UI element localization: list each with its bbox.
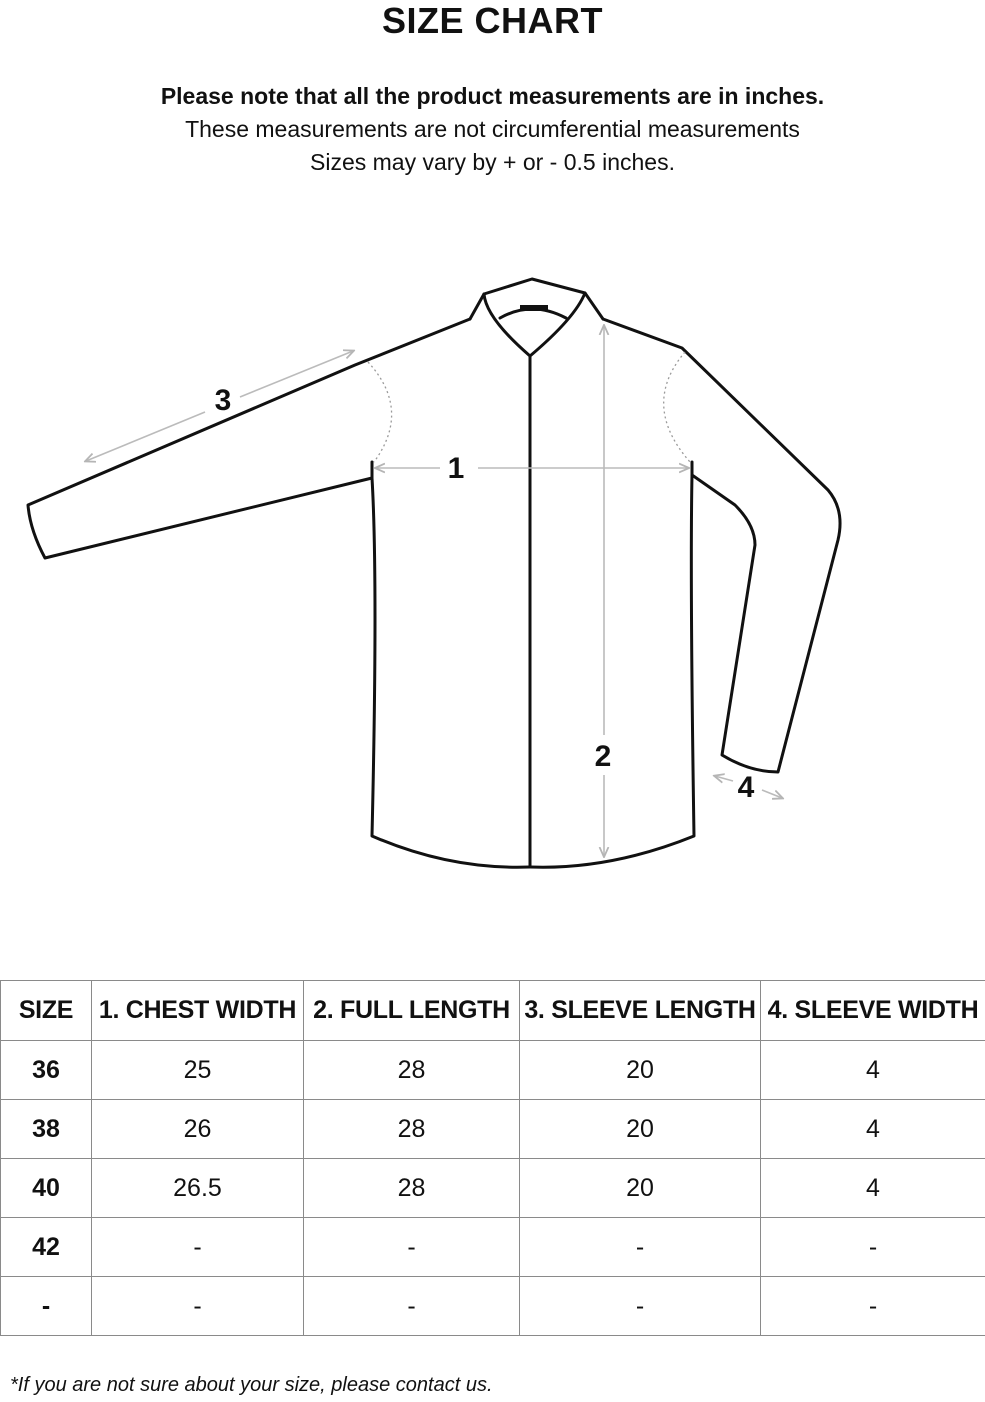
shirt-diagram: [0, 250, 985, 890]
header-size: SIZE: [1, 981, 92, 1041]
cell-full-length: -: [304, 1218, 520, 1277]
cell-chest-width: 26: [92, 1100, 304, 1159]
cell-sleeve-width: -: [761, 1277, 985, 1336]
size-table: [0, 980, 985, 1336]
cell-chest-width: -: [92, 1218, 304, 1277]
cell-sleeve-width: 4: [761, 1041, 985, 1100]
cell-size: -: [1, 1277, 92, 1336]
cell-size: 42: [1, 1218, 92, 1277]
note-variance: Sizes may vary by + or - 0.5 inches.: [310, 149, 675, 175]
cell-sleeve-width: 4: [761, 1159, 985, 1218]
cell-full-length: 28: [304, 1041, 520, 1100]
cell-full-length: 28: [304, 1159, 520, 1218]
right-side: [530, 462, 694, 867]
sleeve-width-line-b: [762, 790, 782, 798]
cell-size: 36: [1, 1041, 92, 1100]
cell-chest-width: 25: [92, 1041, 304, 1100]
header-full-length: 2. FULL LENGTH: [304, 981, 520, 1041]
table-row: [1, 1277, 985, 1336]
table-row: [1, 1218, 985, 1277]
neck-label: [520, 305, 548, 311]
table-row: [1, 1159, 985, 1218]
collar-inner: [484, 293, 585, 356]
cell-chest-width: 26.5: [92, 1159, 304, 1218]
cell-sleeve-length: 20: [520, 1041, 761, 1100]
right-sleeve: [603, 319, 840, 772]
cell-chest-width: -: [92, 1277, 304, 1336]
left-side: [372, 462, 530, 867]
cell-full-length: 28: [304, 1100, 520, 1159]
cell-sleeve-length: 20: [520, 1100, 761, 1159]
cell-sleeve-length: -: [520, 1277, 761, 1336]
header-chest-width: 1. CHEST WIDTH: [92, 981, 304, 1041]
label-length: 2: [594, 740, 612, 773]
header-sleeve-length: 3. SLEEVE LENGTH: [520, 981, 761, 1041]
shirt-outline: [28, 279, 840, 867]
label-sleeve-width: 4: [737, 771, 755, 804]
cell-full-length: -: [304, 1277, 520, 1336]
cell-sleeve-width: 4: [761, 1100, 985, 1159]
cell-size: 38: [1, 1100, 92, 1159]
measurement-lines: [86, 326, 782, 856]
cell-size: 40: [1, 1159, 92, 1218]
cell-sleeve-length: 20: [520, 1159, 761, 1218]
note-inches: Please note that all the product measurements are in inches.: [160, 83, 825, 109]
footnote: *If you are not sure about your size, please contact us.: [10, 1374, 493, 1396]
left-sleeve: [28, 319, 470, 558]
cell-sleeve-width: -: [761, 1218, 985, 1277]
sleeve-width-line-a: [715, 776, 733, 781]
table-row: [1, 1041, 985, 1100]
page-title: SIZE CHART: [382, 0, 603, 41]
note-circumferential: These measurements are not circumferential measurements: [185, 116, 800, 142]
label-sleeve-length: 3: [214, 384, 232, 417]
table-header-row: [1, 981, 985, 1041]
cell-sleeve-length: -: [520, 1218, 761, 1277]
table-row: [1, 1100, 985, 1159]
header-sleeve-width: 4. SLEEVE WIDTH: [761, 981, 985, 1041]
label-chest: 1: [447, 452, 465, 485]
